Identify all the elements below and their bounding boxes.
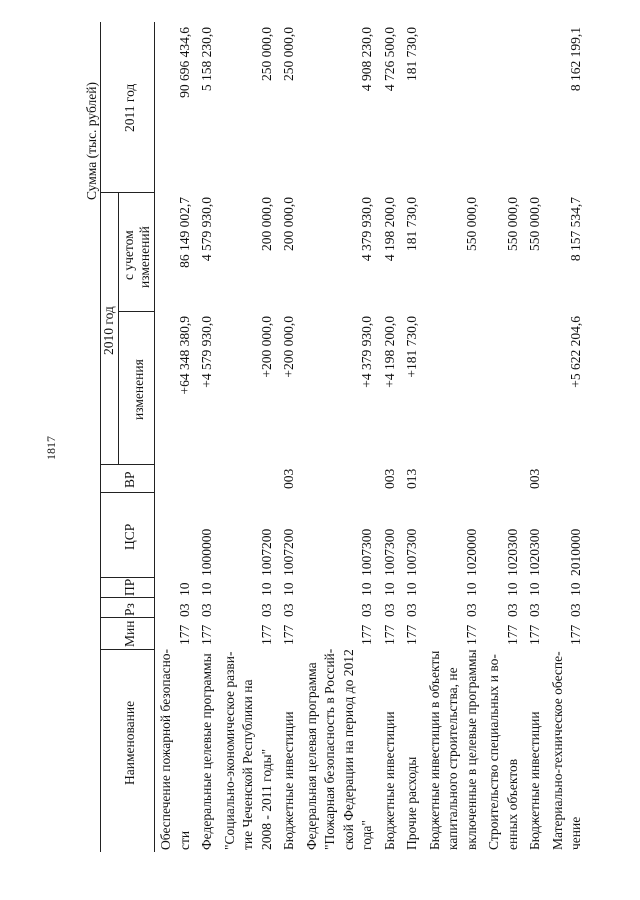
row-csr: 1000000 [199, 528, 214, 576]
row-pr: 10 [199, 582, 214, 596]
row-changes: +200 000,0 [258, 316, 274, 378]
row-name-line: капитального строительства, не [445, 667, 460, 850]
row-min: 177 [463, 624, 479, 645]
row-min: 177 [359, 624, 374, 645]
header-vr: ВР [122, 471, 137, 488]
row-rz: 03 [359, 603, 374, 617]
row-csr: 1007200 [281, 528, 296, 576]
row-with-changes: 4 379 930,0 [359, 197, 374, 262]
header-year-2011: 2011 год [122, 83, 137, 132]
row-name-line: включенные в целевые программы [463, 649, 479, 850]
row-name-line: "Пожарная безопасность в Россий- [322, 648, 337, 850]
row-name-line: Федеральная целевая программа [303, 662, 319, 850]
row-name-line: Бюджетные инвестиции [281, 711, 296, 850]
column-divider [118, 311, 154, 312]
row-vr: 013 [404, 468, 419, 489]
row-with-changes: 200 000,0 [281, 197, 296, 251]
row-rz: 03 [404, 603, 419, 617]
row-with-changes: 550 000,0 [463, 197, 479, 251]
row-pr: 10 [463, 582, 479, 596]
column-divider [100, 464, 154, 465]
row-name-line: года" [359, 820, 374, 850]
row-pr: 10 [568, 582, 583, 596]
row-pr: 10 [381, 582, 397, 596]
row-rz: 03 [504, 603, 520, 617]
units-caption: Сумма (тыс. рублей) [84, 82, 99, 200]
row-rz: 03 [527, 603, 542, 617]
column-divider [100, 597, 154, 598]
row-changes: +200 000,0 [281, 316, 296, 378]
row-min: 177 [281, 624, 296, 645]
row-name-line: тие Чеченской Республики на [240, 679, 255, 850]
row-csr: 1020000 [463, 528, 479, 576]
row-name-line: Обеспечение пожарной безопасно- [158, 648, 173, 850]
row-name-line: ской Федерации на период до 2012 [340, 649, 356, 850]
row-pr: 10 [404, 582, 419, 596]
row-name-line: Бюджетные инвестиции в объекты [426, 650, 442, 850]
column-divider [100, 192, 154, 193]
year-2010-underline [118, 193, 119, 465]
row-changes: +4 198 200,0 [381, 316, 397, 388]
row-name-line: 2008 - 2011 годы" [258, 748, 274, 850]
row-min: 177 [527, 624, 542, 645]
row-min: 177 [199, 624, 214, 645]
header-changes: изменения [131, 359, 146, 420]
header-rz: Рз [122, 603, 137, 616]
row-vr: 003 [381, 468, 397, 489]
row-y2011: 4 726 500,0 [381, 27, 397, 92]
row-with-changes: 4 198 200,0 [381, 197, 397, 262]
header-with-changes-line2: изменений [137, 226, 152, 288]
row-with-changes: 86 149 002,7 [176, 197, 192, 268]
row-pr: 10 [258, 582, 274, 596]
row-y2011: 250 000,0 [281, 27, 296, 81]
header-min: Мин [122, 620, 137, 647]
row-vr: 003 [527, 468, 542, 489]
row-vr: 003 [281, 468, 296, 489]
row-y2011: 250 000,0 [258, 27, 274, 81]
row-min: 177 [404, 624, 419, 645]
table-top-rule [100, 22, 101, 852]
row-name-line: Бюджетные инвестиции [381, 711, 397, 850]
row-changes: +4 579 930,0 [199, 316, 214, 388]
row-min: 177 [258, 624, 274, 645]
row-min: 177 [381, 624, 397, 645]
row-rz: 03 [258, 603, 274, 617]
header-with-changes-line1: с учетом [121, 230, 136, 280]
row-csr: 1007300 [381, 528, 397, 576]
row-with-changes: 550 000,0 [504, 197, 520, 251]
row-y2011: 4 908 230,0 [359, 27, 374, 92]
row-rz: 03 [463, 603, 479, 617]
row-y2011: 90 696 434,6 [176, 27, 192, 98]
row-csr: 1020300 [504, 528, 520, 576]
row-changes: +64 348 380,9 [176, 316, 192, 395]
row-csr: 1007200 [258, 528, 274, 576]
row-rz: 03 [381, 603, 397, 617]
row-name-line: сти [176, 830, 192, 850]
row-with-changes: 181 730,0 [404, 197, 419, 251]
row-pr: 10 [359, 582, 374, 596]
column-divider [100, 617, 154, 618]
row-y2011: 181 730,0 [404, 27, 419, 81]
row-pr: 10 [281, 582, 296, 596]
row-rz: 03 [281, 603, 296, 617]
row-with-changes: 200 000,0 [258, 197, 274, 251]
row-name-line: Федеральные целевые программы [199, 653, 214, 850]
row-csr: 2010000 [568, 528, 583, 576]
row-with-changes: 8 157 534,7 [568, 197, 583, 262]
column-divider [100, 492, 154, 493]
row-rz: 03 [176, 603, 192, 617]
row-changes: +181 730,0 [404, 316, 419, 378]
row-pr: 10 [176, 582, 192, 596]
row-min: 177 [568, 624, 583, 645]
row-name-line: енных объектов [504, 758, 520, 850]
row-name-line: Материально-техническое обеспе- [549, 651, 565, 850]
row-name-line: "Социально-экономическое разви- [221, 651, 237, 850]
row-y2011: 5 158 230,0 [199, 27, 214, 92]
row-name-line: Прочие расходы [404, 756, 419, 850]
page-number: 1817 [44, 436, 58, 460]
row-changes: +4 379 930,0 [359, 316, 374, 388]
row-csr: 1007300 [359, 528, 374, 576]
header-pr: ПР [122, 578, 137, 596]
row-csr: 1020300 [527, 528, 542, 576]
row-pr: 10 [527, 582, 542, 596]
row-pr: 10 [504, 582, 520, 596]
row-rz: 03 [199, 603, 214, 617]
header-csr: ЦСР [122, 523, 137, 550]
row-name-line: чение [568, 816, 583, 850]
row-with-changes: 550 000,0 [527, 197, 542, 251]
row-min: 177 [176, 624, 192, 645]
header-bottom-rule [154, 22, 155, 852]
row-name-line: Бюджетные инвестиции [527, 711, 542, 850]
row-changes: +5 622 204,6 [568, 316, 583, 388]
row-with-changes: 4 579 930,0 [199, 197, 214, 262]
row-name-line: Строительство специальных и во- [486, 654, 501, 850]
row-y2011: 8 162 199,1 [568, 27, 583, 92]
column-divider [100, 649, 154, 650]
row-min: 177 [504, 624, 520, 645]
row-csr: 1007300 [404, 528, 419, 576]
header-name: Наименование [122, 700, 137, 785]
header-year-2010: 2010 год [101, 306, 116, 355]
row-rz: 03 [568, 603, 583, 617]
